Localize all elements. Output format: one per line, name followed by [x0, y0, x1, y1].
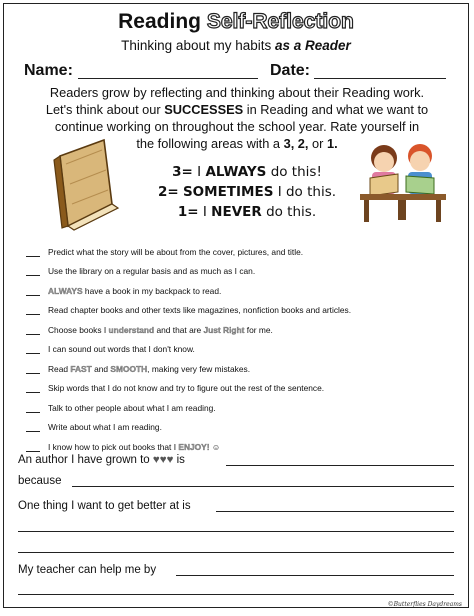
intro-rating-values: 3, 2,: [283, 136, 309, 151]
rating-blank[interactable]: [26, 412, 40, 413]
better-answer-line-3[interactable]: [18, 552, 454, 553]
author-answer-line[interactable]: [226, 465, 454, 466]
intro-successes: SUCCESSES: [164, 102, 244, 117]
because-answer-line[interactable]: [72, 486, 454, 487]
rating-blank[interactable]: [26, 431, 40, 432]
rating-blank[interactable]: [26, 295, 40, 296]
name-label: Name:: [24, 62, 73, 79]
teacher-answer-line-2[interactable]: [18, 594, 454, 595]
subtitle-text: Thinking about my habits: [121, 38, 272, 53]
rating-blank[interactable]: [26, 256, 40, 257]
better-answer-line-2[interactable]: [18, 531, 454, 532]
date-label: Date:: [270, 62, 311, 79]
better-prompt: One thing I want to get better at is: [18, 500, 191, 512]
page-subtitle: [4, 38, 468, 54]
rating-items-list: [26, 240, 446, 455]
list-item: Predict what the story will be about from the cover, pictures, and title.: [26, 240, 446, 260]
intro-line-4c: or: [312, 136, 324, 151]
intro-rating-one: 1.: [327, 136, 338, 151]
author-prompt: An author I have grown to ♥♥♥ is: [18, 454, 185, 466]
teacher-prompt: My teacher can help me by: [18, 564, 157, 576]
better-answer-line-1[interactable]: [216, 511, 454, 512]
intro-line-2a: Let's think about our: [45, 102, 161, 117]
list-item: Skip words that I do not know and try to figure out the rest of the sentence.: [26, 377, 446, 397]
book-icon: [42, 134, 142, 234]
rating-blank[interactable]: [26, 373, 40, 374]
rating-scale-1: 1= I NEVER do this.: [177, 204, 317, 220]
intro-line-2c: in Reading and what we want to: [246, 102, 429, 117]
list-item: Read chapter books and other texts like magazines, nonfiction books and articles.: [26, 299, 446, 319]
list-item: Talk to other people about what I am reading.: [26, 396, 446, 416]
rating-blank[interactable]: [26, 314, 40, 315]
list-item: Use the library on a regular basis and as much as I can.: [26, 260, 446, 280]
rating-scale-2: 2= SOMETIMES I do this.: [157, 184, 337, 200]
title-part2: Self-Reflection: [206, 10, 354, 33]
worksheet-page: [3, 3, 469, 608]
rating-scale: [152, 162, 342, 222]
list-item: ALWAYS have a book in my backpack to read.: [26, 279, 446, 299]
teacher-answer-line-1[interactable]: [176, 575, 454, 576]
rating-blank[interactable]: [26, 275, 40, 276]
heart-icon: ♥♥♥: [152, 454, 174, 466]
date-field[interactable]: [314, 78, 446, 79]
intro-line-1: Readers grow by reflecting and thinking about their Reading work.: [49, 85, 425, 100]
name-field[interactable]: [78, 78, 258, 79]
rating-blank[interactable]: [26, 392, 40, 393]
list-item: Read FAST and SMOOTH, making very few mistakes.: [26, 357, 446, 377]
intro-line-2: [18, 101, 456, 118]
rating-blank[interactable]: [26, 451, 40, 452]
intro-line-4a: the following areas with a: [136, 136, 281, 151]
kids-reading-illustration: [354, 132, 450, 228]
list-item: I know how to pick out books that I ENJOY! ☺: [26, 435, 446, 455]
rating-blank[interactable]: [26, 334, 40, 335]
page-title: [4, 10, 468, 34]
rating-blank[interactable]: [26, 353, 40, 354]
intro-line-3: continue working on throughout the school year. Rate yourself in: [54, 119, 420, 134]
list-item: Choose books I understand and that are Just Right for me.: [26, 318, 446, 338]
name-date-row: [24, 62, 452, 82]
title-part1: Reading: [118, 10, 201, 33]
subtitle-emphasis: as a Reader: [275, 38, 351, 53]
because-prompt: because: [18, 475, 62, 487]
list-item: Write about what I am reading.: [26, 416, 446, 436]
list-item: I can sound out words that I don't know.: [26, 338, 446, 358]
copyright-footer: ©Butterflies Daydreams: [387, 601, 462, 608]
rating-scale-3: 3= I ALWAYS do this!: [172, 164, 322, 180]
